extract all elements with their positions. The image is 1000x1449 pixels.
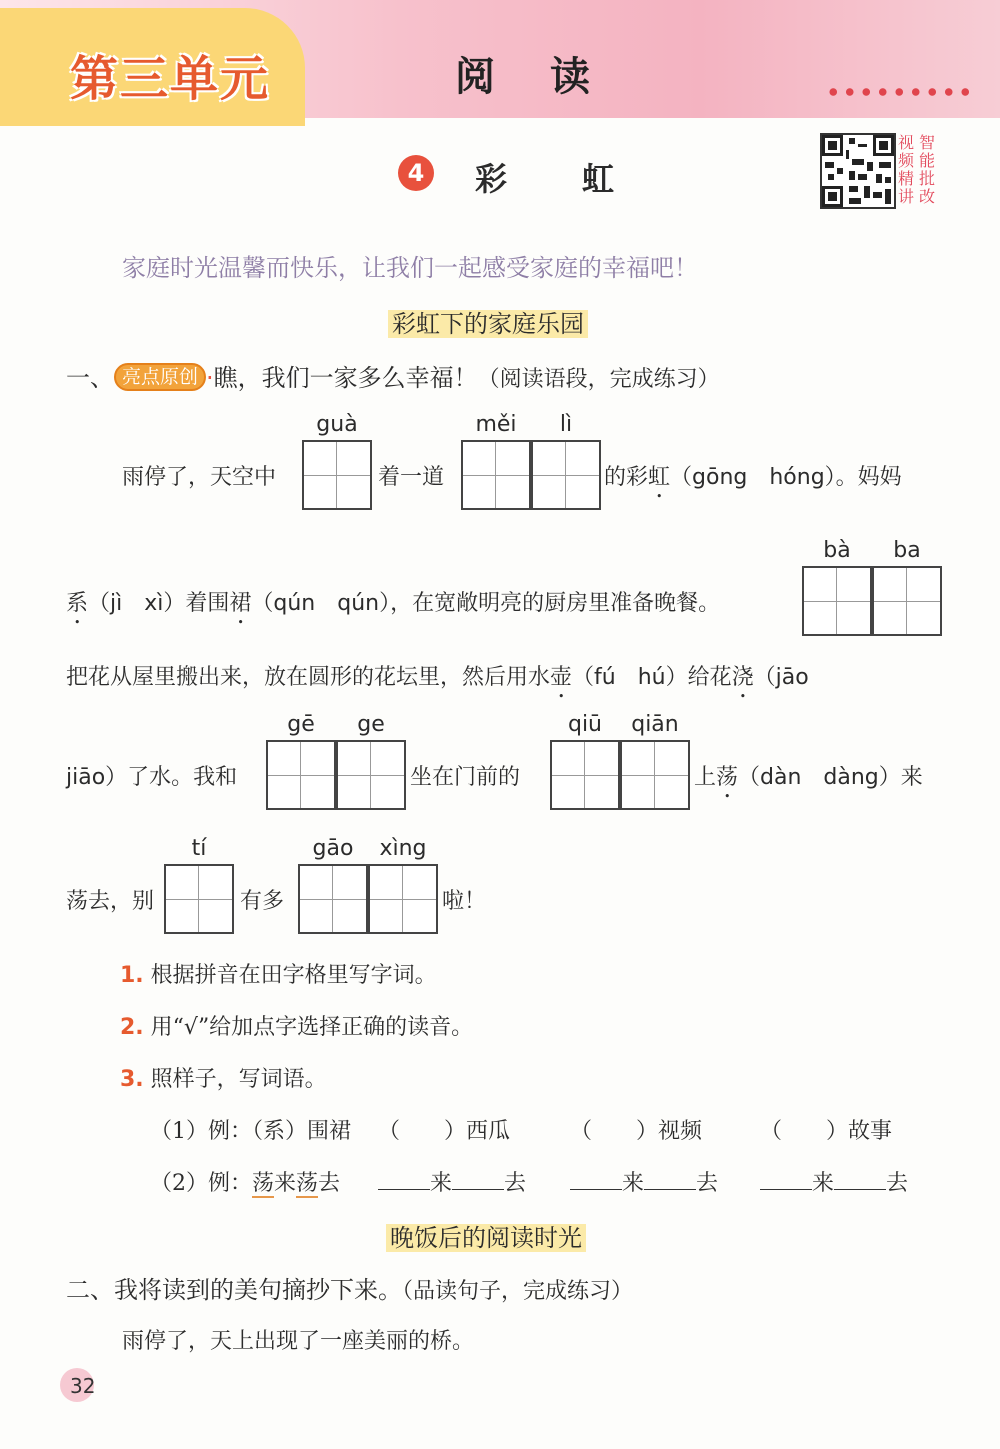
text: 去	[318, 1171, 341, 1196]
tianzige-box[interactable]	[802, 566, 872, 636]
dotted-char: 裙	[229, 591, 252, 616]
pinyin-mei: měi	[475, 412, 517, 437]
dotted-char: 壶	[550, 665, 573, 690]
tianzige-box[interactable]	[368, 864, 438, 934]
qr-label-char: 频	[898, 151, 915, 170]
dotted-char: 虹	[648, 465, 671, 490]
text: （2）例：	[150, 1171, 252, 1196]
question-note: （品读句子，完成练习）	[402, 1279, 634, 1304]
qr-code-icon[interactable]	[820, 133, 896, 209]
qr-label-char: 改	[919, 187, 936, 206]
passage-line-3	[66, 660, 809, 703]
intro-text: 家庭时光温馨而快乐，让我们一起感受家庭的幸福吧！	[122, 254, 698, 282]
exercise-2-blank-group-2[interactable]	[570, 1166, 718, 1197]
qr-label-char: 精	[898, 169, 915, 188]
passage-line-4a	[66, 760, 237, 791]
example-text: （系）围裙	[252, 1119, 352, 1144]
subhead-reading-time	[386, 1218, 586, 1253]
subhead-text: 彩虹下的家庭乐园	[388, 310, 588, 338]
task-number: 2.	[120, 1015, 144, 1040]
text: （1）例：	[150, 1119, 252, 1144]
pinyin-ba2: ba	[893, 538, 921, 563]
task-text: 照样子，写词语。	[150, 1067, 327, 1092]
header-dots-decoration	[825, 87, 975, 97]
pinyin-ge: gē	[287, 712, 315, 737]
task-number: 3.	[120, 1067, 144, 1092]
text: 来	[430, 1171, 453, 1196]
qr-label-char: 智	[919, 133, 936, 152]
dotted-char: 荡	[716, 765, 739, 790]
text: 把花从屋里搬出来，放在圆形的花坛里，然后用水	[66, 665, 551, 690]
question-2-title	[66, 1270, 633, 1305]
qr-label	[898, 134, 940, 206]
pinyin-ge2: ge	[357, 712, 385, 737]
passage-line-2	[66, 586, 720, 629]
underlined-char: 荡	[252, 1171, 275, 1196]
blank-line[interactable]	[760, 1169, 812, 1190]
passage-line-5b: 有多	[240, 889, 285, 914]
subhead-rainbow-garden	[388, 304, 588, 339]
exercise-2-label	[150, 1166, 340, 1197]
task-1	[120, 958, 437, 989]
dotted-char: 系	[66, 591, 89, 616]
qr-label-char: 批	[919, 169, 936, 188]
tianzige-box[interactable]	[164, 864, 234, 934]
tianzige-box[interactable]	[620, 740, 690, 810]
pinyin-gua: guà	[316, 412, 358, 437]
blank-line[interactable]	[570, 1169, 622, 1190]
tianzige-box[interactable]	[266, 740, 336, 810]
unit-title: 第三单元	[70, 51, 271, 107]
passage-line-4c	[694, 760, 923, 803]
text: （fú hú）给花	[572, 665, 732, 690]
blank-line[interactable]	[378, 1169, 430, 1190]
passage-line-1a: 雨停了，天空中	[122, 465, 277, 490]
pinyin-ba: bà	[823, 538, 851, 563]
tianzige-box[interactable]	[336, 740, 406, 810]
passage-line-5a: 荡去，别	[66, 889, 155, 914]
text: 上	[694, 765, 717, 790]
exercise-1-label	[150, 1114, 351, 1145]
pinyin-qiu: qiū	[567, 712, 603, 737]
question-text: 二、我将读到的美句摘抄下来。	[66, 1276, 402, 1304]
exercise-1-blank-2[interactable]: （ ）视频	[570, 1119, 703, 1144]
pinyin-xing: xìng	[379, 836, 427, 861]
pinyin-gao: gāo	[312, 836, 354, 861]
text: jiāo）了水。我和	[66, 765, 238, 790]
text: （dàn dàng）来	[738, 765, 923, 790]
tianzige-box[interactable]	[298, 864, 368, 934]
passage-line-4b: 坐在门前的	[410, 765, 521, 790]
original-badge: 亮点原创	[114, 363, 206, 391]
question-1-title	[66, 358, 720, 393]
text: 去	[696, 1171, 719, 1196]
underlined-char: 荡	[296, 1171, 319, 1196]
dotted-char: 浇	[731, 665, 754, 690]
text: 去	[504, 1171, 527, 1196]
text: 来	[622, 1171, 645, 1196]
task-number: 1.	[120, 963, 144, 988]
section-title: 阅读	[455, 54, 645, 100]
text: 来	[274, 1171, 297, 1196]
exercise-2-blank-group-3[interactable]	[760, 1166, 908, 1197]
blank-line[interactable]	[452, 1169, 504, 1190]
exercise-1-blank-3[interactable]: （ ）故事	[760, 1119, 893, 1144]
task-text: 用“√”给加点字选择正确的读音。	[150, 1015, 474, 1040]
task-text: 根据拼音在田字格里写字词。	[150, 963, 437, 988]
qr-label-char: 视	[898, 133, 915, 152]
text: 去	[886, 1171, 909, 1196]
passage-line-1c	[604, 460, 902, 503]
pinyin-li: lì	[559, 412, 573, 437]
question-number: 一、	[66, 364, 114, 392]
task-3	[120, 1062, 327, 1093]
passage-line-1b: 着一道	[378, 465, 445, 490]
pinyin-ti: tí	[191, 836, 207, 861]
tianzige-box[interactable]	[550, 740, 620, 810]
page-number: 32	[70, 1374, 96, 1398]
tianzige-box[interactable]	[531, 440, 601, 510]
text: （qún qún），在宽敞明亮的厨房里准备晚餐。	[251, 591, 721, 616]
blank-line[interactable]	[644, 1169, 696, 1190]
tianzige-box[interactable]	[302, 440, 372, 510]
question-note: （阅读语段，完成练习）	[477, 367, 720, 392]
tianzige-box[interactable]	[461, 440, 531, 510]
text: （gōng hóng）。妈妈	[670, 465, 902, 490]
qr-label-char: 能	[919, 151, 936, 170]
task-2	[120, 1010, 473, 1041]
badge-dot-icon: ·	[206, 364, 214, 392]
tianzige-box[interactable]	[872, 566, 942, 636]
subhead-text: 晚饭后的阅读时光	[386, 1224, 586, 1252]
lesson-number-badge: 4	[398, 155, 434, 191]
text: （jāo	[753, 665, 809, 690]
quote-sentence: 雨停了，天上出现了一座美丽的桥。	[122, 1329, 475, 1354]
exercise-2-blank-group-1[interactable]	[378, 1166, 526, 1197]
text: 来	[812, 1171, 835, 1196]
qr-label-char: 讲	[898, 187, 915, 206]
blank-line[interactable]	[834, 1169, 886, 1190]
pinyin-qian: qiān	[631, 712, 679, 737]
exercise-1-blank-1[interactable]: （ ）西瓜	[378, 1119, 511, 1144]
passage-line-5c: 啦！	[442, 889, 487, 914]
text: 的彩	[604, 465, 649, 490]
lesson-title: 彩虹	[475, 160, 690, 198]
question-text: 瞧，我们一家多么幸福！	[213, 364, 478, 392]
text: （jì xì）着围	[88, 591, 230, 616]
